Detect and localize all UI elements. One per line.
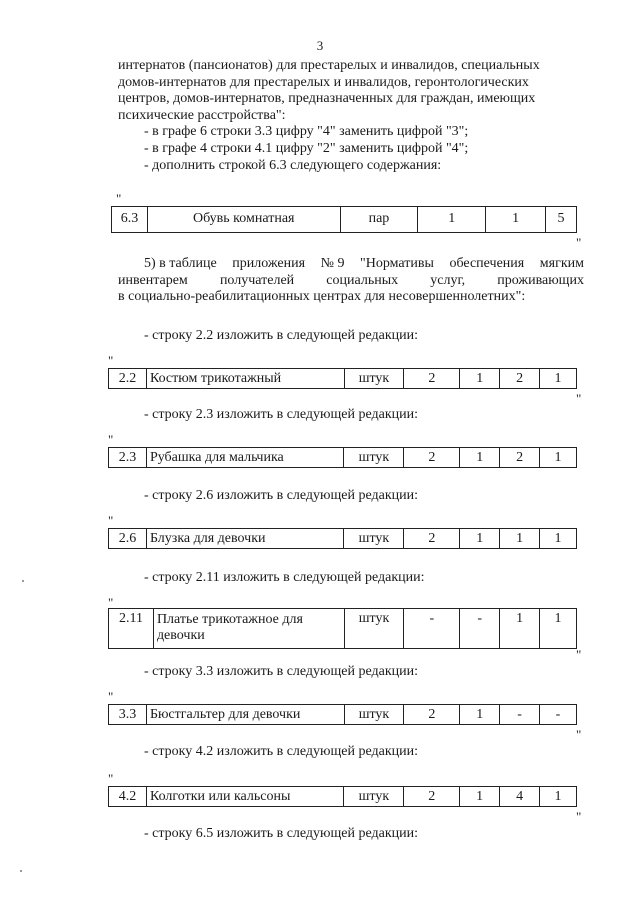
word: № 9 [320, 256, 345, 271]
word: "Нормативы [360, 256, 434, 271]
scan-speck [22, 580, 24, 582]
cell-unit: штук [344, 609, 404, 649]
bullet-item: - в графе 6 строки 3.3 цифру "4" заменить цифрой "3"; [144, 124, 469, 139]
intro-line: домов-интернатов для престарелых и инвалидов, геронтологических [118, 74, 529, 90]
cell-number: 2.3 [109, 448, 147, 468]
instruction-line: - строку 4.2 изложить в следующей редакции: [144, 744, 419, 759]
cell-value: 1 [460, 705, 500, 725]
section-5-paragraph [118, 256, 584, 306]
open-quote: " [108, 771, 114, 786]
cell-name: Колготки или кальсоны [146, 787, 344, 807]
cell-value: - [500, 705, 540, 725]
close-quote: " [576, 391, 582, 406]
table-row-2-6 [108, 528, 577, 549]
cell-unit: штук [344, 369, 404, 389]
cell-name: Обувь комнатная [147, 207, 340, 233]
cell-unit: штук [344, 529, 404, 549]
cell-value: 1 [540, 787, 577, 807]
open-quote: " [108, 432, 114, 447]
open-quote: " [116, 191, 122, 206]
section-5-line [118, 256, 584, 273]
cell-unit: штук [344, 705, 404, 725]
cell-value: 1 [486, 207, 546, 233]
open-quote: " [108, 595, 114, 610]
cell-value: 2 [500, 369, 540, 389]
intro-paragraph [118, 58, 584, 124]
cell-value: 2 [500, 448, 540, 468]
cell-value: 1 [540, 448, 577, 468]
cell-number: 2.2 [109, 369, 147, 389]
word: приложения [232, 256, 306, 271]
table-row-4-2 [108, 786, 577, 807]
cell-name: Платье трикотажное для девочки [153, 609, 344, 649]
open-quote: " [108, 689, 114, 704]
cell-value: 1 [500, 609, 540, 649]
section-5-line: в социально-реабилитационных центрах для несовершеннолетних": [118, 289, 526, 304]
word: мягким [539, 256, 584, 271]
word: 5) в таблице [144, 256, 217, 271]
cell-value: - [540, 705, 577, 725]
table-row-2-2 [108, 368, 577, 389]
cell-value: 1 [500, 529, 540, 549]
word: обеспечения [449, 256, 525, 271]
word: получателей [219, 272, 295, 288]
cell-number: 6.3 [112, 207, 148, 233]
cell-name: Костюм трикотажный [146, 369, 344, 389]
close-quote: " [576, 647, 582, 662]
cell-name: Блузка для девочки [146, 529, 344, 549]
intro-line [118, 58, 584, 75]
cell-value: 1 [540, 369, 577, 389]
table-row-2-11 [108, 608, 577, 649]
open-quote: " [108, 353, 114, 368]
bullet-item: - в графе 4 строки 4.1 цифру "2" заменить цифрой "4"; [144, 141, 469, 156]
cell-value: 1 [540, 529, 577, 549]
cell-number: 4.2 [109, 787, 147, 807]
cell-value: 1 [418, 207, 486, 233]
cell-value: 1 [460, 529, 500, 549]
instruction-line: - строку 2.3 изложить в следующей редакции: [144, 407, 419, 422]
cell-unit: штук [344, 787, 404, 807]
cell-value: 1 [460, 448, 500, 468]
cell-unit: штук [344, 448, 404, 468]
cell-value: - [460, 609, 500, 649]
intro-line: центров, домов-интернатов, предназначенных для граждан, имеющих [118, 91, 536, 106]
intro-line: психические расстройства": [118, 107, 286, 123]
scan-speck [20, 870, 22, 872]
bullet-item: - дополнить строкой 6.3 следующего содержания: [144, 158, 442, 173]
table-row-3-3 [108, 704, 577, 725]
cell-value: 1 [460, 369, 500, 389]
word: социальных [326, 272, 399, 288]
page-number: 3 [316, 38, 324, 53]
instruction-line: - строку 2.6 изложить в следующей редакции: [144, 488, 419, 503]
cell-value: 4 [500, 787, 540, 807]
open-quote: " [108, 513, 114, 528]
word: проживающих [497, 272, 584, 288]
cell-value: 2 [404, 448, 460, 468]
table-row-2-3 [108, 447, 577, 468]
close-quote: " [576, 809, 582, 824]
cell-value: 2 [404, 787, 460, 807]
cell-number: 3.3 [109, 705, 147, 725]
cell-number: 2.6 [109, 529, 147, 549]
close-quote: " [576, 727, 582, 742]
word: инвентарем [118, 272, 188, 288]
cell-unit: пар [340, 207, 418, 233]
cell-value: 2 [404, 705, 460, 725]
instruction-line: - строку 2.2 изложить в следующей редакции: [144, 328, 419, 343]
cell-value: 1 [460, 787, 500, 807]
word: услуг, [430, 272, 466, 288]
cell-value: - [404, 609, 460, 649]
cell-value: 5 [546, 207, 577, 233]
instruction-line: - строку 3.3 изложить в следующей редакции: [144, 664, 419, 679]
close-quote: " [576, 235, 582, 250]
cell-value: 1 [540, 609, 577, 649]
table-row-6-3 [111, 206, 577, 233]
cell-name: Бюстгальтер для девочки [146, 705, 344, 725]
cell-value: 2 [404, 529, 460, 549]
instruction-line: - строку 2.11 изложить в следующей редакции: [144, 570, 425, 585]
instruction-line: - строку 6.5 изложить в следующей редакции: [144, 826, 419, 841]
cell-value: 2 [404, 369, 460, 389]
intro-line-text: интернатов (пансионатов) для престарелых и инвалидов, специальных [118, 58, 540, 73]
section-5-line [118, 273, 584, 290]
cell-name: Рубашка для мальчика [146, 448, 344, 468]
cell-number: 2.11 [109, 609, 154, 649]
